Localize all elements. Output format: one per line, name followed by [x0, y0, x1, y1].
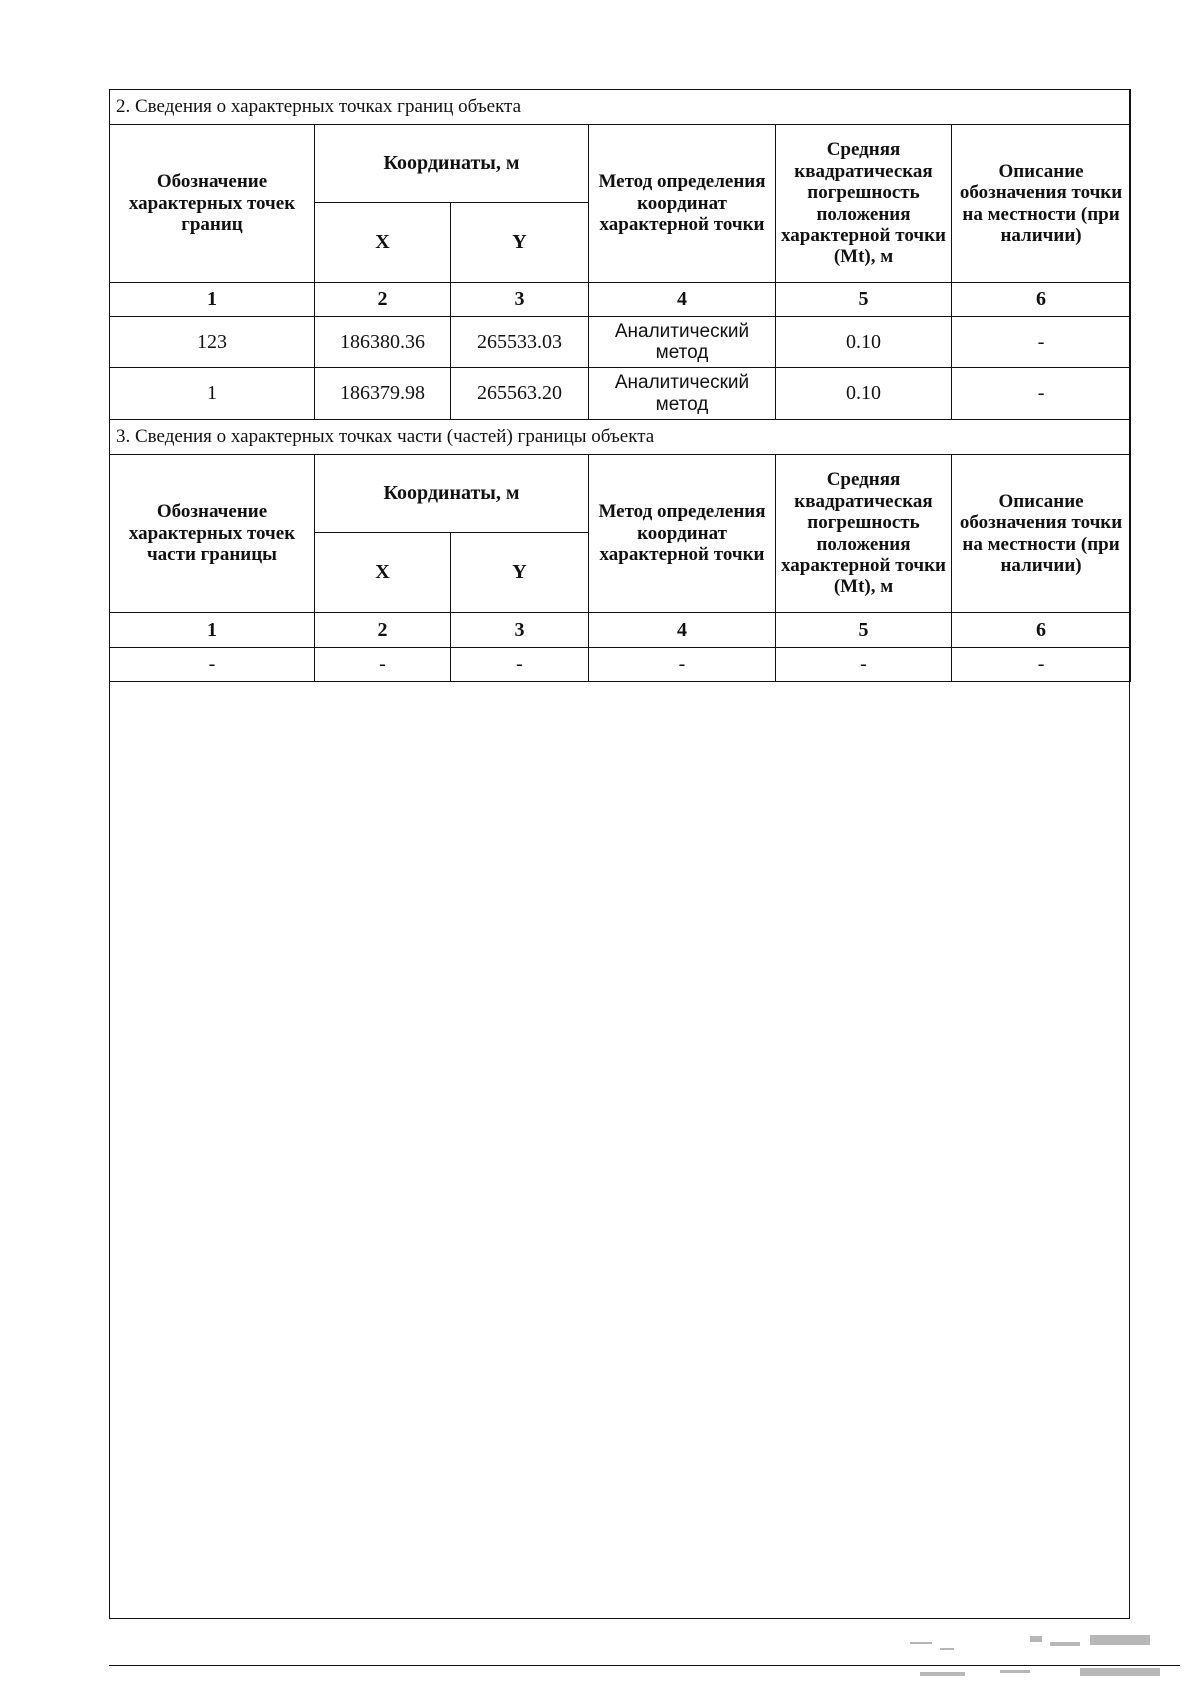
point-id: 123	[110, 317, 315, 368]
column-number: 6	[952, 613, 1131, 648]
coord-y: -	[451, 648, 589, 682]
column-number: 4	[589, 283, 776, 317]
section-3-title: 3. Сведения о характерных точках части (частей) границы объекта	[110, 420, 1131, 455]
column-number: 1	[110, 613, 315, 648]
column-number: 4	[589, 613, 776, 648]
point-description: -	[952, 648, 1131, 682]
method: Аналитический метод	[589, 368, 776, 420]
coord-x: -	[315, 648, 451, 682]
header-error: Средняя квадратическая погрешность положения характерной точки (Mt), м	[776, 455, 952, 613]
point-id: 1	[110, 368, 315, 420]
header-y: Y	[451, 533, 589, 613]
boundary-points-table	[109, 89, 1131, 420]
error-value: -	[776, 648, 952, 682]
table-row	[110, 368, 1131, 420]
coord-x: 186380.36	[315, 317, 451, 368]
coord-y: 265563.20	[451, 368, 589, 420]
column-number: 3	[451, 283, 589, 317]
column-number: 5	[776, 613, 952, 648]
header-x: X	[315, 203, 451, 283]
scan-artifact	[880, 1630, 1180, 1685]
column-number: 1	[110, 283, 315, 317]
table-row	[110, 648, 1131, 682]
coord-y: 265533.03	[451, 317, 589, 368]
coord-x: 186379.98	[315, 368, 451, 420]
column-number: 6	[952, 283, 1131, 317]
header-coordinates: Координаты, м	[315, 455, 589, 533]
column-number: 5	[776, 283, 952, 317]
header-designation: Обозначение характерных точек границ	[110, 125, 315, 283]
section-2-title: 2. Сведения о характерных точках границ объекта	[110, 90, 1131, 125]
column-number: 2	[315, 283, 451, 317]
header-y: Y	[451, 203, 589, 283]
header-description: Описание обозначения точки на местности (при наличии)	[952, 455, 1131, 613]
point-id: -	[110, 648, 315, 682]
point-description: -	[952, 368, 1131, 420]
header-x: X	[315, 533, 451, 613]
point-description: -	[952, 317, 1131, 368]
header-error: Средняя квадратическая погрешность положения характерной точки (Mt), м	[776, 125, 952, 283]
header-method: Метод определения координат характерной точки	[589, 455, 776, 613]
boundary-part-points-table	[109, 419, 1131, 682]
header-coordinates: Координаты, м	[315, 125, 589, 203]
error-value: 0.10	[776, 317, 952, 368]
method: -	[589, 648, 776, 682]
error-value: 0.10	[776, 368, 952, 420]
table-row	[110, 317, 1131, 368]
header-description: Описание обозначения точки на местности (при наличии)	[952, 125, 1131, 283]
column-number: 2	[315, 613, 451, 648]
header-designation: Обозначение характерных точек части границы	[110, 455, 315, 613]
method: Аналитический метод	[589, 317, 776, 368]
header-method: Метод определения координат характерной точки	[589, 125, 776, 283]
column-number: 3	[451, 613, 589, 648]
